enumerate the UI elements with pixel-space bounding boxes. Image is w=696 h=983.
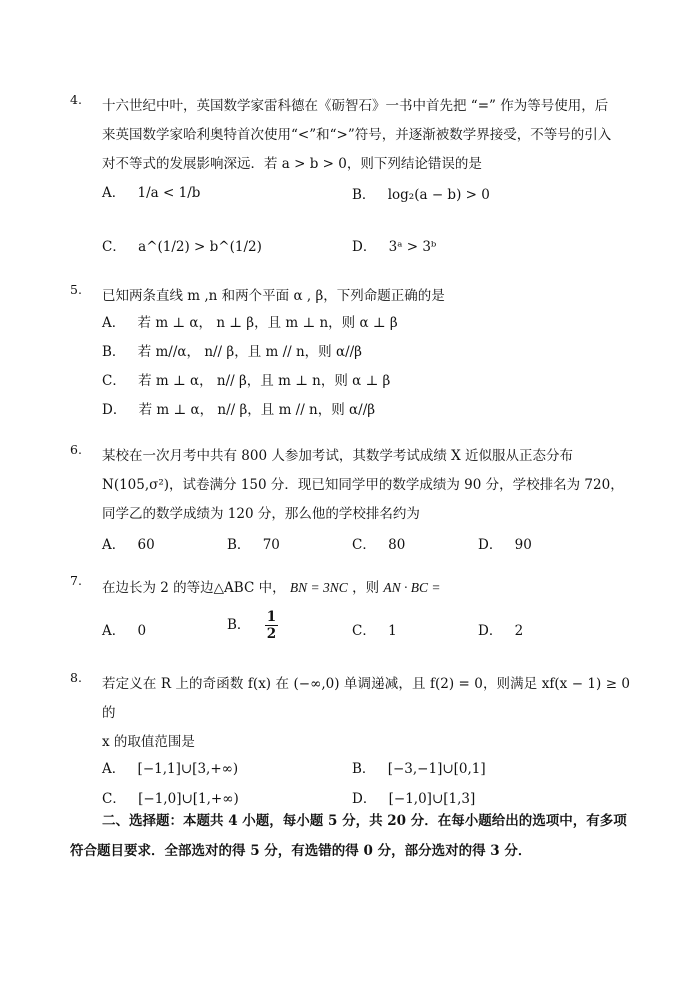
- stem-line: 若定义在 R 上的奇函数 f(x) 在 (−∞,0) 单调递减，且 f(2) = 0，则满足 xf(x − 1) ≥ 0 的: [102, 676, 630, 721]
- option-text: [−1,1]∪[3,+∞): [137, 761, 239, 777]
- option-d[interactable]: D． 3ᵃ > 3ᵇ: [352, 239, 437, 255]
- stem-line: 来英国数学家哈利奥特首次使用“<”和“>”符号，并逐渐被数学界接受，不等号的引入: [102, 127, 612, 143]
- option-text: [−1,0]∪[1,+∞): [138, 791, 239, 807]
- stem-text: 在边长为 2 的等边△ABC 中，: [102, 580, 286, 596]
- question-7: [70, 573, 630, 663]
- option-a[interactable]: A． 若 m ⊥ α， n ⊥ β，且 m ⊥ n，则 α ⊥ β: [102, 315, 398, 331]
- option-text: [−3,−1]∪[0,1]: [387, 761, 486, 777]
- option-text: 80: [388, 537, 406, 553]
- option-b[interactable]: B． $\frac{1}{2}$: [227, 609, 277, 642]
- question-number: 8.: [70, 670, 82, 685]
- option-c[interactable]: C． [−1,0]∪[1,+∞): [102, 791, 239, 807]
- numerator: 1: [266, 609, 277, 625]
- options: [102, 529, 630, 559]
- options: [102, 603, 630, 663]
- option-text: 60: [137, 537, 155, 553]
- option-text: [−1,0]∪[1,3]: [388, 791, 476, 807]
- option-text: 1: [388, 623, 397, 639]
- options: [102, 311, 630, 429]
- option-c[interactable]: C． 80: [352, 537, 406, 553]
- option-a[interactable]: A． 60: [102, 537, 155, 553]
- option-a[interactable]: A． 0: [102, 623, 147, 639]
- section-heading: 二、选择题：本题共 4 小题，每小题 5 分，共 20 分．在每小题给出的选项中，有多项符合题目要求．全部选对的得 5 分，有选错的得 0 分，部分选对的得 3 分．: [70, 813, 627, 859]
- option-d[interactable]: D． 2: [478, 623, 524, 639]
- option-text: 2: [514, 623, 524, 639]
- option-text: 若 m ⊥ α， n ⊥ β，且 m ⊥ n，则 α ⊥ β: [137, 315, 398, 331]
- question-4: [70, 92, 630, 289]
- option-b[interactable]: B． [−3,−1]∪[0,1]: [352, 761, 486, 777]
- option-text: 90: [514, 537, 532, 553]
- stem-line: 十六世纪中叶，英国数学家雷科德在《砺智石》一书中首先把 “=” 作为等号使用，后: [102, 98, 609, 114]
- option-text: 若 m ⊥ α， n// β，且 m ⊥ n，则 α ⊥ β: [138, 373, 391, 389]
- question-number: 4.: [70, 92, 82, 107]
- denominator: 2: [266, 626, 277, 642]
- option-text: a^(1/2) > b^(1/2): [138, 239, 262, 255]
- stem-line: x 的取值范围是: [102, 734, 195, 750]
- option-a[interactable]: A． [−1,1]∪[3,+∞): [102, 761, 239, 777]
- question-5: [70, 282, 630, 429]
- option-text: 1/a < 1/b: [137, 185, 201, 201]
- stem-text: ，则: [352, 580, 380, 596]
- option-d[interactable]: D． 90: [478, 537, 532, 553]
- question-stem: [102, 573, 630, 603]
- question-stem: 已知两条直线 m ,n 和两个平面 α , β，下列命题正确的是: [102, 288, 445, 304]
- option-text: 若 m//α， n// β，且 m // n，则 α//β: [137, 344, 362, 360]
- option-c[interactable]: C． 若 m ⊥ α， n// β，且 m ⊥ n，则 α ⊥ β: [102, 373, 391, 389]
- fraction: [265, 609, 278, 642]
- stem-line: N(105,σ²)，试卷满分 150 分．现已知同学甲的数学成绩为 90 分，学校排名为 720，: [102, 477, 624, 493]
- question-stem: [102, 92, 630, 179]
- dot-product-expression: AN · BC =: [383, 580, 441, 595]
- options: [102, 179, 630, 289]
- option-b[interactable]: B． log₂(a − b) > 0: [352, 187, 490, 203]
- option-c[interactable]: C． a^(1/2) > b^(1/2): [102, 239, 262, 255]
- stem-line: 对不等式的发展影响深远．若 a > b > 0，则下列结论错误的是: [102, 156, 482, 172]
- question-number: 7.: [70, 573, 82, 588]
- option-text: 3ᵃ > 3ᵇ: [388, 239, 437, 255]
- vector-equation: BN = 3NC: [289, 580, 348, 595]
- option-text: log₂(a − b) > 0: [387, 187, 490, 203]
- option-text: 0: [137, 623, 147, 639]
- option-b[interactable]: B． 若 m//α， n// β，且 m // n，则 α//β: [102, 344, 362, 360]
- question-number: 6.: [70, 442, 82, 457]
- option-c[interactable]: C． 1: [352, 623, 397, 639]
- option-text: 若 m ⊥ α， n// β，且 m // n，则 α//β: [138, 402, 376, 418]
- stem-line: 某校在一次月考中共有 800 人参加考试，其数学考试成绩 X 近似服从正态分布: [102, 448, 574, 464]
- stem-line: 同学乙的数学成绩为 120 分，那么他的学校排名约为: [102, 506, 420, 522]
- option-d[interactable]: D． [−1,0]∪[1,3]: [352, 791, 476, 807]
- question-number: 5.: [70, 282, 82, 297]
- question-stem: [102, 670, 630, 757]
- option-b[interactable]: B． 70: [227, 537, 280, 553]
- option-a[interactable]: A． 1/a < 1/b: [102, 185, 201, 201]
- option-text: 70: [262, 537, 280, 553]
- question-6: [70, 442, 630, 559]
- question-8: [70, 670, 630, 821]
- option-d[interactable]: D． 若 m ⊥ α， n// β，且 m // n，则 α//β: [102, 402, 376, 418]
- question-stem: [102, 442, 630, 529]
